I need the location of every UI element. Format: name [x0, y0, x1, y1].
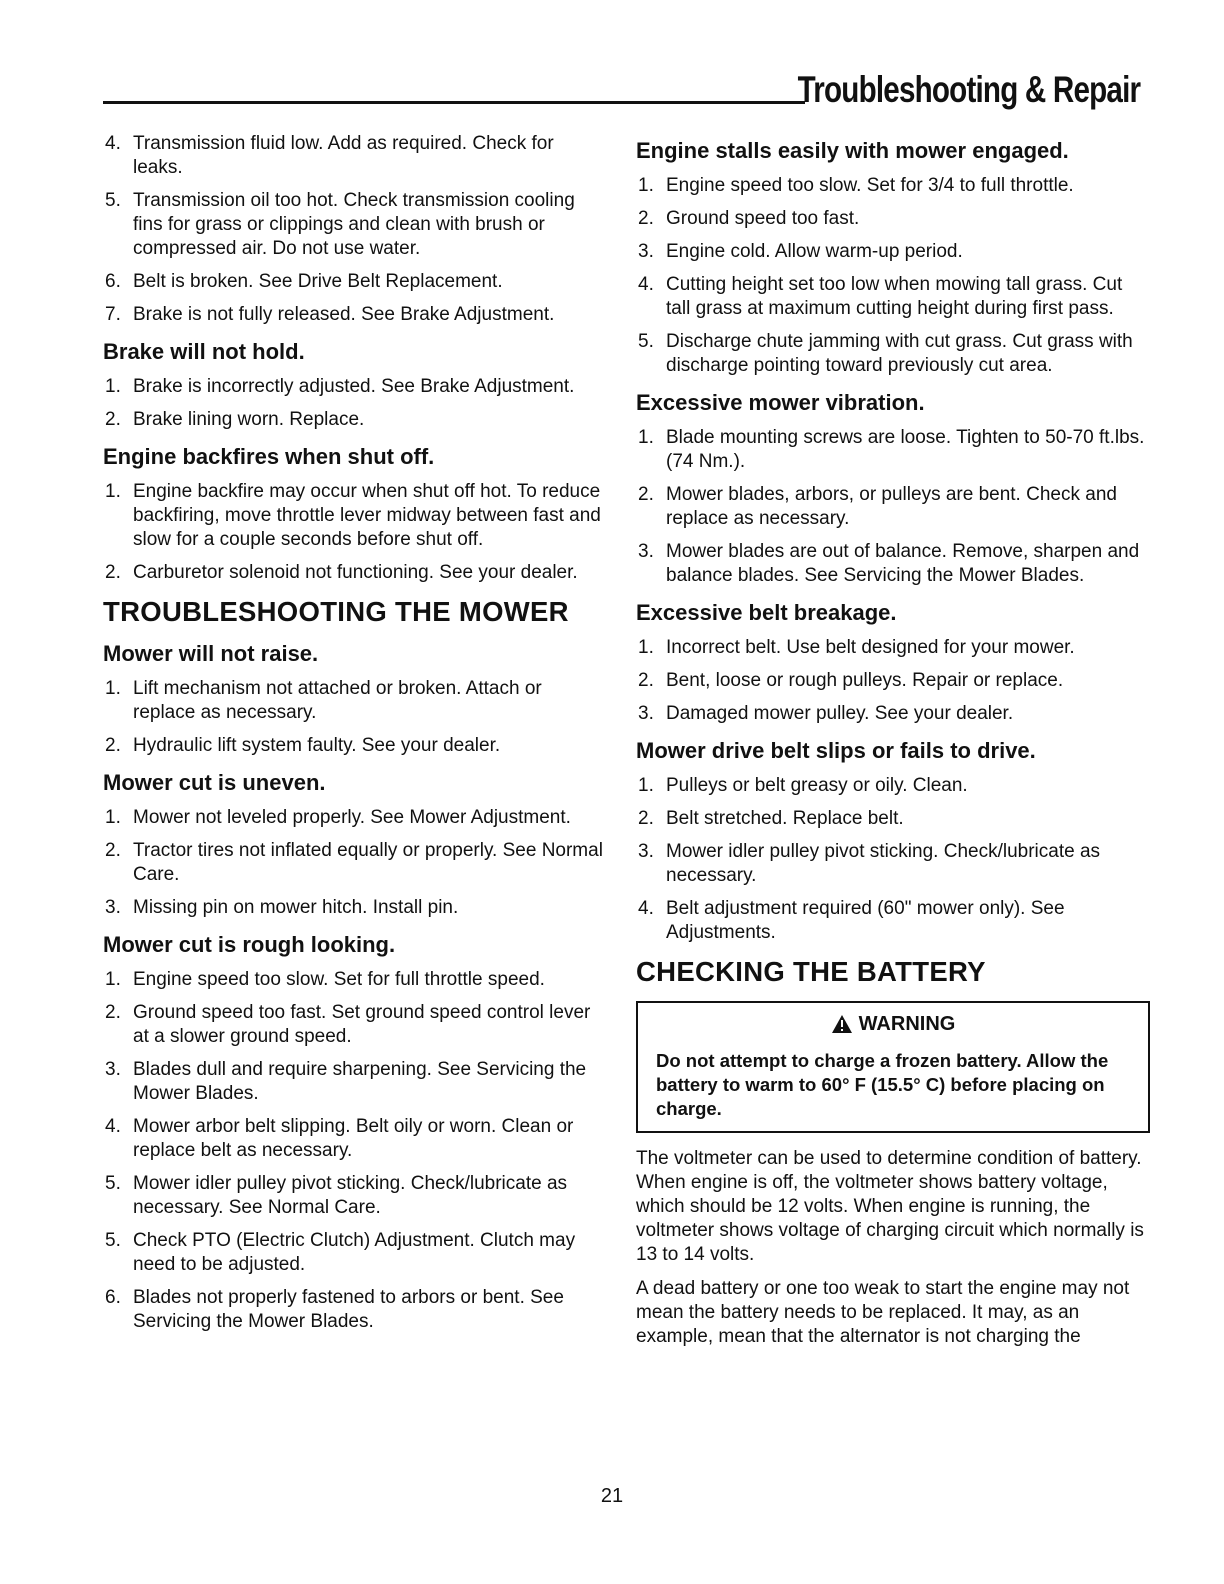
list-item — [636, 207, 1150, 231]
right-column — [636, 132, 1150, 1359]
list-item-number: 4. — [105, 133, 121, 154]
list-item-text: Mower not leveled properly. See Mower Adjustment. — [133, 807, 571, 828]
list-item-text: Engine cold. Allow warm-up period. — [666, 241, 963, 262]
list-item-number: 1. — [638, 775, 654, 796]
list-item-text: Discharge chute jamming with cut grass. Cut grass with discharge pointing toward previously cut area. — [666, 331, 1133, 376]
list-item-text: Ground speed too fast. Set ground speed control lever at a slower ground speed. — [133, 1002, 591, 1047]
list-item — [636, 840, 1150, 888]
list-item-text: Mower arbor belt slipping. Belt oily or worn. Clean or replace belt as necessary. — [133, 1116, 574, 1161]
left-column — [103, 132, 608, 1343]
list-item — [636, 483, 1150, 531]
belt-slips-heading: Mower drive belt slips or fails to drive. — [636, 738, 1036, 763]
list-item — [636, 540, 1150, 588]
list-item — [636, 636, 1150, 660]
battery-paragraph-1: The voltmeter can be used to determine condition of battery. When engine is off, the voltmeter shows battery voltage, which should be 12 volts. When engine is running, the voltmeter shows voltage of charging circuit which normally is 13 to 14 volts. — [636, 1148, 1144, 1265]
list-item-text: Cutting height set too low when mowing tall grass. Cut tall grass at maximum cutting height during first pass. — [666, 274, 1123, 319]
list-item — [636, 669, 1150, 693]
list-item-number: 5. — [638, 331, 654, 352]
list-item — [103, 806, 608, 830]
list-item-text: Tractor tires not inflated equally or properly. See Normal Care. — [133, 840, 603, 885]
list-item-number: 5. — [105, 1173, 121, 1194]
list-item-text: Mower idler pulley pivot sticking. Check/lubricate as necessary. — [666, 841, 1101, 886]
list-item — [103, 1001, 608, 1049]
list-item — [103, 132, 608, 180]
list-item — [103, 375, 608, 399]
list-item-text: Damaged mower pulley. See your dealer. — [666, 703, 1014, 724]
list-item-number: 3. — [638, 241, 654, 262]
list-item — [636, 774, 1150, 798]
list-item — [103, 1286, 608, 1334]
list-item-text: Pulleys or belt greasy or oily. Clean. — [666, 775, 968, 796]
battery-section-title: CHECKING THE BATTERY — [636, 956, 986, 987]
list-item-text: Mower blades are out of balance. Remove, sharpen and balance blades. See Servicing the Mower Blades. — [666, 541, 1140, 586]
list-item — [103, 189, 608, 261]
list-item-text: Check PTO (Electric Clutch) Adjustment. Clutch may need to be adjusted. — [133, 1230, 576, 1275]
list-item-number: 5. — [105, 190, 121, 211]
list-item — [103, 561, 608, 585]
list-item-text: Blades dull and require sharpening. See Servicing the Mower Blades. — [133, 1059, 587, 1104]
list-item-number: 6. — [105, 1287, 121, 1308]
list-item-number: 3. — [638, 541, 654, 562]
belt-slips-causes-list — [636, 774, 1150, 945]
list-item-number: 3. — [105, 1059, 121, 1080]
vibration-causes-list — [636, 426, 1150, 588]
list-item — [103, 968, 608, 992]
list-item — [103, 1058, 608, 1106]
list-item-text: Mower idler pulley pivot sticking. Check/lubricate as necessary. See Normal Care. — [133, 1173, 568, 1218]
page-number: 21 — [600, 1485, 624, 1507]
list-item-text: Belt adjustment required (60" mower only). See Adjustments. — [666, 898, 1065, 943]
warning-label: WARNING — [858, 1013, 956, 1035]
rough-causes-list — [103, 968, 608, 1334]
warning-box — [636, 1001, 1150, 1133]
list-item-text: Belt stretched. Replace belt. — [666, 808, 904, 829]
mower-section-title: TROUBLESHOOTING THE MOWER — [103, 596, 569, 627]
list-item — [103, 270, 608, 294]
list-item-text: Mower blades, arbors, or pulleys are bent. Check and replace as necessary. — [666, 484, 1117, 529]
list-item-text: Brake is incorrectly adjusted. See Brake Adjustment. — [133, 376, 575, 397]
list-item — [636, 702, 1150, 726]
not-raise-heading: Mower will not raise. — [103, 641, 319, 666]
not-raise-causes-list — [103, 677, 608, 758]
list-item — [103, 896, 608, 920]
list-item-number: 5. — [105, 1230, 121, 1251]
list-item — [636, 273, 1150, 321]
uneven-heading: Mower cut is uneven. — [103, 770, 326, 795]
list-item-text: Transmission oil too hot. Check transmission cooling fins for grass or clippings and clean with brush or compressed air. Do not use water. — [133, 190, 575, 259]
list-item-text: Bent, loose or rough pulleys. Repair or replace. — [666, 670, 1064, 691]
stalls-heading: Engine stalls easily with mower engaged. — [636, 138, 1069, 163]
list-item-number: 2. — [638, 484, 654, 505]
warning-header — [656, 1011, 1130, 1037]
warning-text: Do not attempt to charge a frozen battery. Allow the battery to warm to 60° F (15.5° C) before placing on charge. — [656, 1050, 1109, 1119]
list-item-number: 2. — [638, 808, 654, 829]
battery-paragraph-2: A dead battery or one too weak to start the engine may not mean the battery needs to be replaced. It may, as an example, mean that the alternator is not charging the — [636, 1278, 1130, 1347]
list-item-number: 2. — [105, 735, 121, 756]
rough-heading: Mower cut is rough looking. — [103, 932, 396, 957]
list-item-text: Belt is broken. See Drive Belt Replacement. — [133, 271, 503, 292]
backfire-heading: Engine backfires when shut off. — [103, 444, 435, 469]
list-item-number: 2. — [638, 670, 654, 691]
list-item — [636, 330, 1150, 378]
page-header-title: Troubleshooting & Repair — [797, 69, 1140, 110]
list-item — [636, 174, 1150, 198]
list-item-text: Brake lining worn. Replace. — [133, 409, 365, 430]
list-item-number: 1. — [638, 637, 654, 658]
list-item-text: Carburetor solenoid not functioning. See your dealer. — [133, 562, 578, 583]
list-item-number: 4. — [638, 898, 654, 919]
list-item-number: 1. — [105, 969, 121, 990]
list-item-text: Transmission fluid low. Add as required. Check for leaks. — [133, 133, 554, 178]
list-item — [103, 1172, 608, 1220]
backfire-causes-list — [103, 480, 608, 585]
list-item-number: 6. — [105, 271, 121, 292]
list-item — [103, 303, 608, 327]
list-item-text: Blades not properly fastened to arbors or bent. See Servicing the Mower Blades. — [133, 1287, 564, 1332]
list-item — [103, 677, 608, 725]
belt-breakage-causes-list — [636, 636, 1150, 726]
transmission-causes-list — [103, 132, 608, 327]
list-item-number: 4. — [105, 1116, 121, 1137]
list-item-number: 2. — [638, 208, 654, 229]
brake-causes-list — [103, 375, 608, 432]
list-item-number: 2. — [105, 562, 121, 583]
list-item-number: 2. — [105, 840, 121, 861]
list-item-text: Blade mounting screws are loose. Tighten to 50-70 ft.lbs. (74 Nm.). — [666, 427, 1145, 472]
list-item-number: 1. — [638, 175, 654, 196]
list-item-number: 3. — [638, 703, 654, 724]
list-item-number: 1. — [105, 376, 121, 397]
list-item — [103, 1229, 608, 1277]
list-item-number: 1. — [638, 427, 654, 448]
list-item-text: Brake is not fully released. See Brake Adjustment. — [133, 304, 555, 325]
list-item — [636, 897, 1150, 945]
list-item-text: Incorrect belt. Use belt designed for your mower. — [666, 637, 1075, 658]
list-item-number: 7. — [105, 304, 121, 325]
list-item-number: 1. — [105, 678, 121, 699]
list-item — [636, 426, 1150, 474]
list-item-number: 3. — [638, 841, 654, 862]
list-item — [103, 1115, 608, 1163]
list-item-number: 1. — [105, 807, 121, 828]
list-item — [636, 240, 1150, 264]
list-item-text: Missing pin on mower hitch. Install pin. — [133, 897, 459, 918]
list-item-number: 2. — [105, 1002, 121, 1023]
list-item-text: Lift mechanism not attached or broken. Attach or replace as necessary. — [133, 678, 542, 723]
header-rule — [103, 101, 805, 104]
stalls-causes-list — [636, 174, 1150, 378]
list-item-text: Engine speed too slow. Set for 3/4 to full throttle. — [666, 175, 1074, 196]
list-item-text: Hydraulic lift system faulty. See your dealer. — [133, 735, 501, 756]
list-item-number: 2. — [105, 409, 121, 430]
list-item-number: 1. — [105, 481, 121, 502]
warning-triangle-icon — [831, 1014, 853, 1034]
belt-breakage-heading: Excessive belt breakage. — [636, 600, 897, 625]
vibration-heading: Excessive mower vibration. — [636, 390, 925, 415]
list-item-number: 3. — [105, 897, 121, 918]
brake-heading: Brake will not hold. — [103, 339, 305, 364]
list-item — [103, 480, 608, 552]
list-item — [103, 839, 608, 887]
list-item-text: Ground speed too fast. — [666, 208, 860, 229]
list-item-text: Engine backfire may occur when shut off hot. To reduce backfiring, move throttle lever midway between fast and slow for a couple seconds before shut off. — [133, 481, 601, 550]
uneven-causes-list — [103, 806, 608, 920]
list-item — [636, 807, 1150, 831]
list-item-number: 4. — [638, 274, 654, 295]
list-item — [103, 734, 608, 758]
list-item-text: Engine speed too slow. Set for full throttle speed. — [133, 969, 545, 990]
list-item — [103, 408, 608, 432]
